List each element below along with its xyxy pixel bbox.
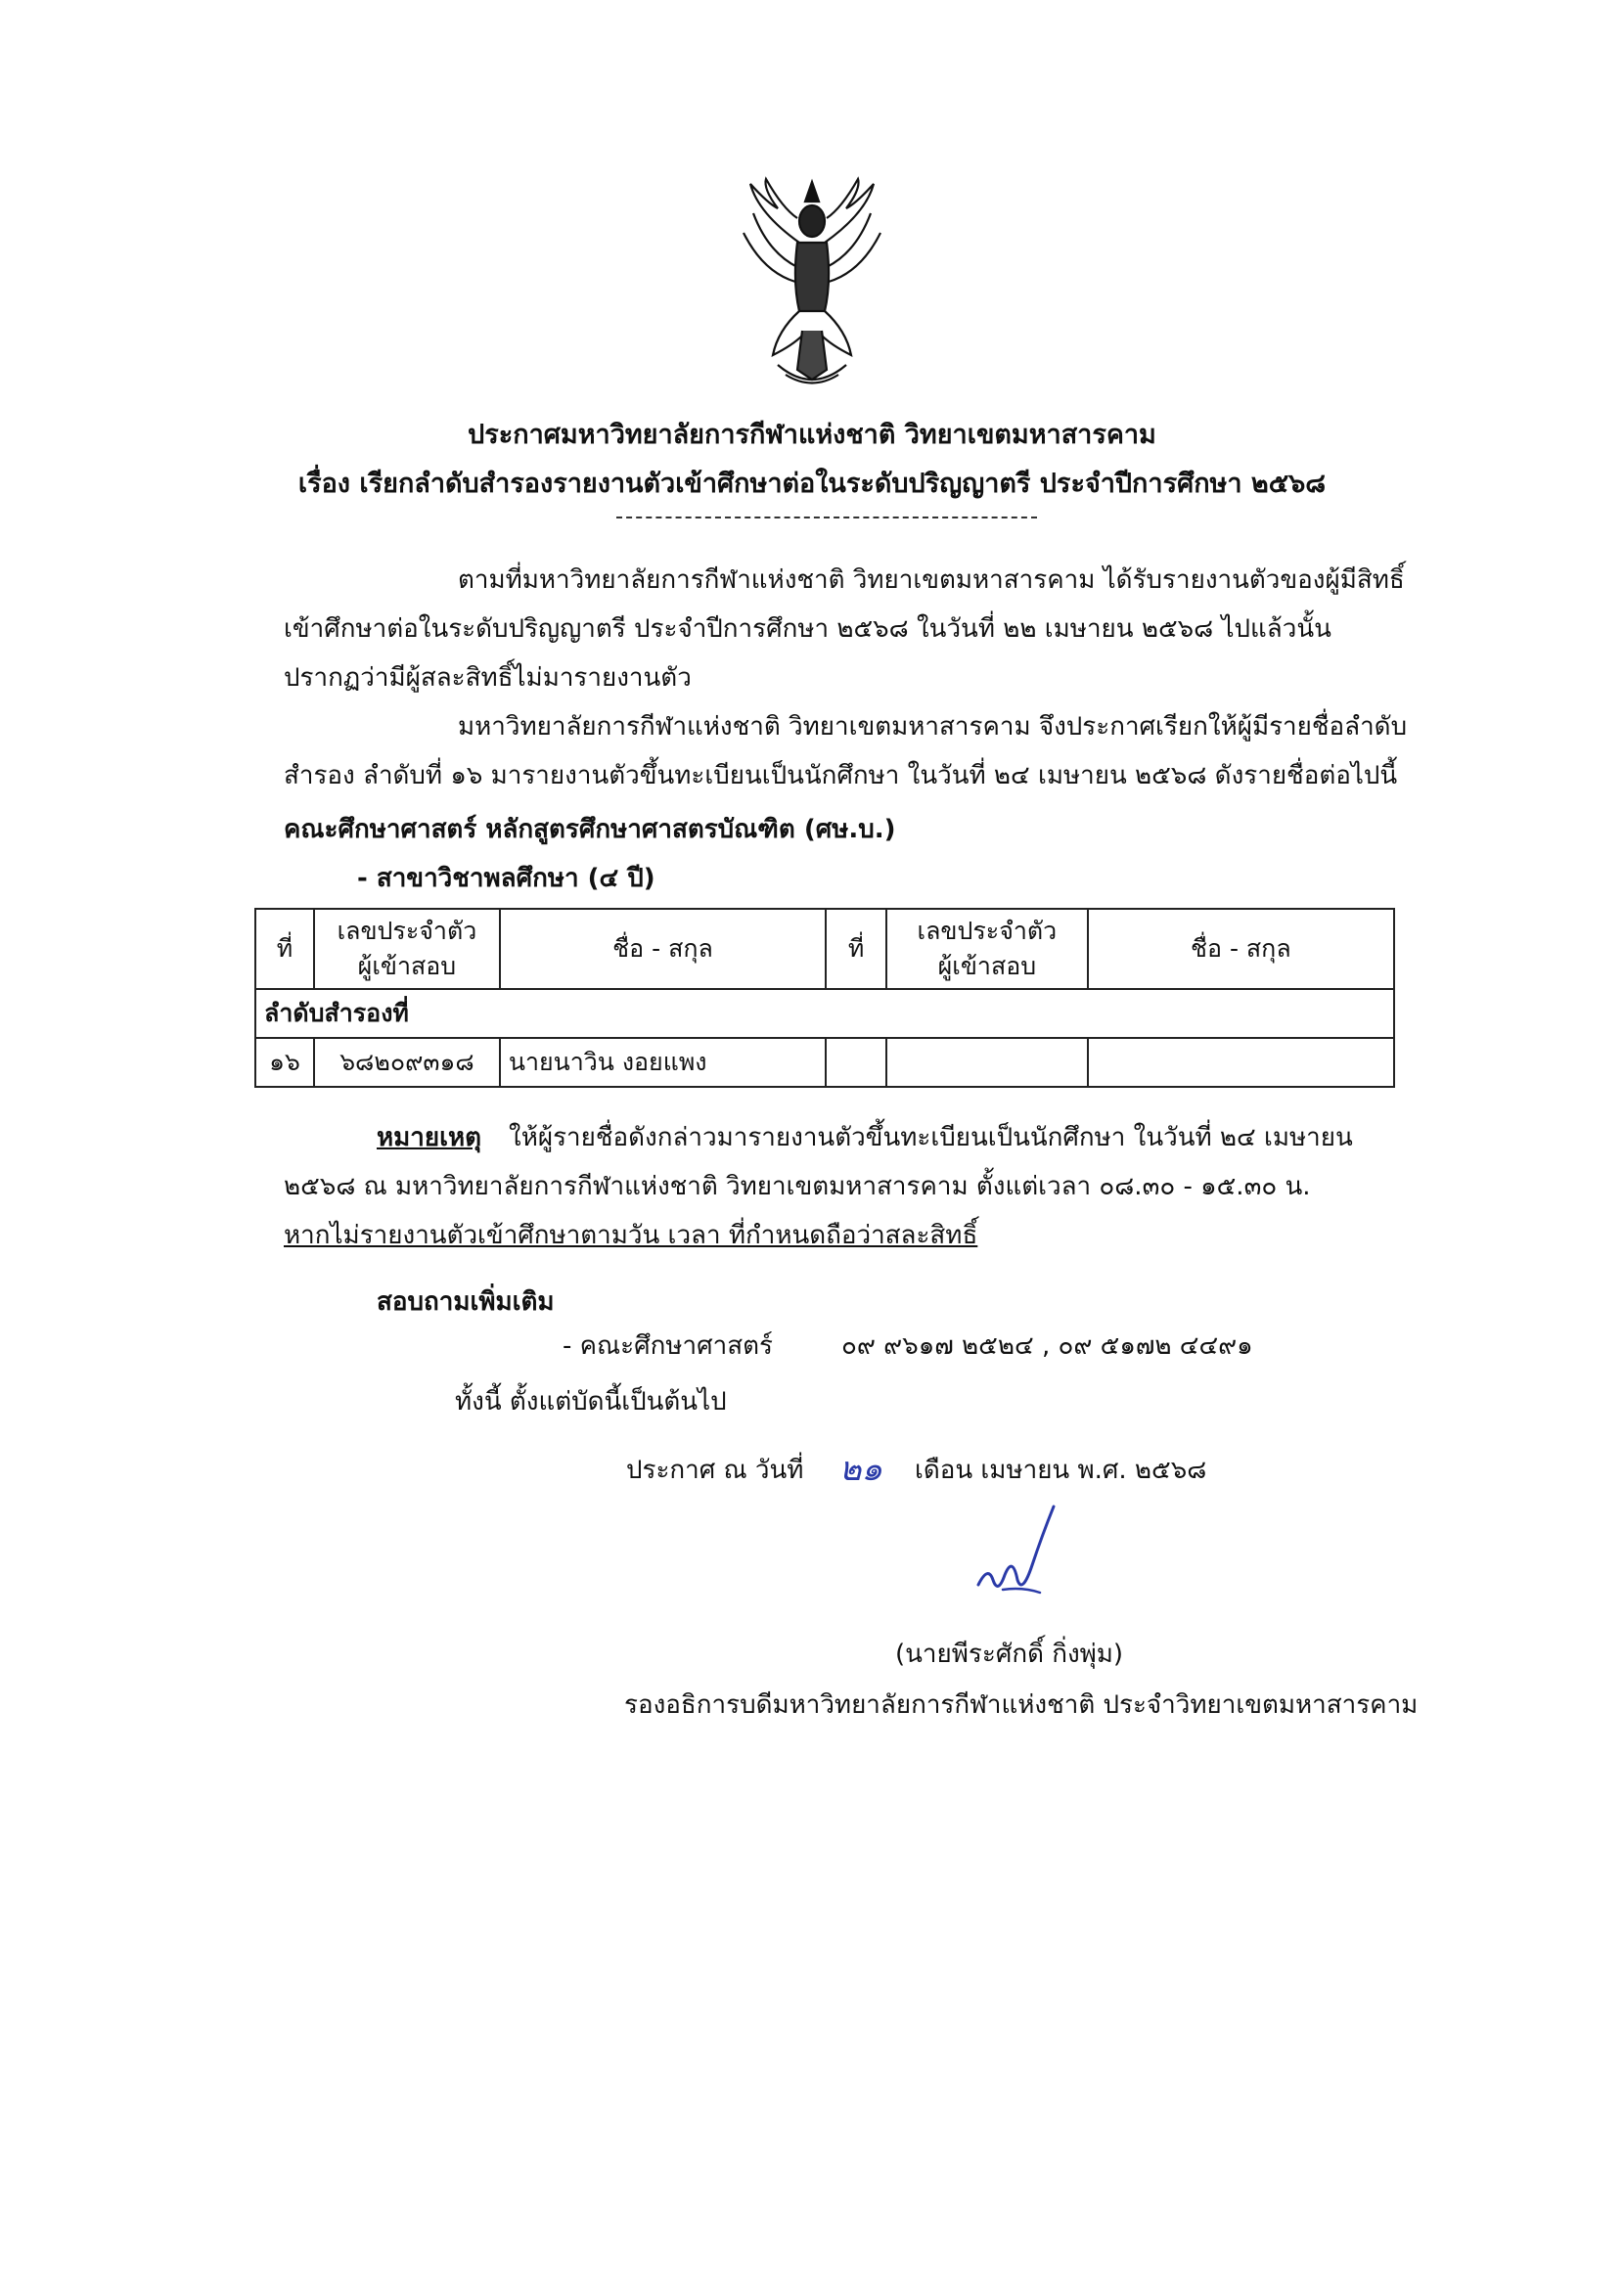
- signature-icon: [964, 1497, 1081, 1614]
- paragraph2-line1: มหาวิทยาลัยการกีฬาแห่งชาติ วิทยาเขตมหาสารคาม จึงประกาศเรียกให้ผู้มีรายชื่อลำดับ: [458, 712, 1408, 742]
- table-section-row: [255, 989, 1394, 1038]
- paragraph2-line2: สำรอง ลำดับที่ ๑๖ มารายงานตัวขึ้นทะเบียนเป็นนักศึกษา ในวันที่ ๒๔ เมษายน ๒๕๖๘ ดังรายชื่อต่อไปนี้: [284, 761, 1398, 790]
- paragraph1-line1: ตามที่มหาวิทยาลัยการกีฬาแห่งชาติ วิทยาเขตมหาสารคาม ได้รับรายงานตัวของผู้มีสิทธิ์: [458, 565, 1405, 595]
- date-suffix: เดือน เมษายน พ.ศ. ๒๕๖๘: [915, 1456, 1207, 1485]
- note-line2: ๒๕๖๘ ณ มหาวิทยาลัยการกีฬาแห่งชาติ วิทยาเขตมหาสารคาม ตั้งแต่เวลา ๐๘.๓๐ - ๑๕.๓๐ น.: [284, 1172, 1311, 1201]
- date-day-handwritten: ๒๑: [839, 1450, 882, 1489]
- row-no: ๑๖: [255, 1038, 314, 1087]
- header-id-2: [886, 909, 1088, 989]
- reserve-list-table: [254, 908, 1395, 1088]
- header-name: ชื่อ - สกุล: [500, 909, 826, 989]
- note-line1: ให้ผู้รายชื่อดังกล่าวมารายงานตัวขึ้นทะเบียนเป็นนักศึกษา ในวันที่ ๒๔ เมษายน: [509, 1123, 1353, 1152]
- signer-title: รองอธิการบดีมหาวิทยาลัยการกีฬาแห่งชาติ ประจำวิทยาเขตมหาสารคาม: [624, 1690, 1419, 1720]
- table-row: [255, 1038, 1394, 1087]
- table-header-row: [255, 909, 1394, 989]
- header-id-2-line1: เลขประจำตัว: [917, 917, 1058, 945]
- contact-phones: ๐๙ ๙๖๑๗ ๒๕๒๔ , ๐๙ ๕๑๗๒ ๔๔๙๑: [841, 1331, 1253, 1361]
- title-line-2: เรื่อง เรียกลำดับสำรองรายงานตัวเข้าศึกษาต่อในระดับปริญญาตรี ประจำปีการศึกษา ๒๕๖๘: [297, 469, 1327, 499]
- paragraph1-line3: ปรากฏว่ามีผู้สละสิทธิ์ไม่มารายงานตัว: [284, 663, 692, 693]
- faculty-heading: คณะศึกษาศาสตร์ หลักสูตรศึกษาศาสตรบัณฑิต (ศษ.บ.): [284, 815, 896, 844]
- header-id: [314, 909, 500, 989]
- note-line3: หากไม่รายงานตัวเข้าศึกษาตามวัน เวลา ที่กำหนดถือว่าสละสิทธิ์: [284, 1221, 978, 1250]
- major-heading: - สาขาวิชาพลศึกษา (๔ ปี): [357, 864, 655, 893]
- header-no: ที่: [255, 909, 314, 989]
- header-no-2: ที่: [826, 909, 886, 989]
- effective-text: ทั้งนี้ ตั้งแต่บัดนี้เป็นต้นไป: [455, 1387, 727, 1417]
- signer-name: (นายพีระศักดิ์ กิ่งพุ่ม): [895, 1640, 1124, 1669]
- title-line-1: ประกาศมหาวิทยาลัยการกีฬาแห่งชาติ วิทยาเขตมหาสารคาม: [468, 420, 1156, 450]
- row-id-2: [886, 1038, 1088, 1087]
- paragraph1-line2: เข้าศึกษาต่อในระดับปริญญาตรี ประจำปีการศึกษา ๒๕๖๘ ในวันที่ ๒๒ เมษายน ๒๕๖๘ ไปแล้วนั้น: [284, 614, 1331, 644]
- row-no-2: [826, 1038, 886, 1087]
- header-id-2-line2: ผู้เข้าสอบ: [937, 952, 1037, 980]
- header-id-line1: เลขประจำตัว: [337, 917, 477, 945]
- date-prefix: ประกาศ ณ วันที่: [626, 1456, 804, 1485]
- header-id-line2: ผู้เข้าสอบ: [357, 952, 457, 980]
- contact-heading: สอบถามเพิ่มเติม: [377, 1287, 555, 1317]
- title-divider: [616, 517, 1037, 518]
- header-name-2: ชื่อ - สกุล: [1088, 909, 1394, 989]
- row-name: นายนาวิน งอยแพง: [500, 1038, 826, 1087]
- contact-dept: - คณะศึกษาศาสตร์: [563, 1331, 773, 1361]
- garuda-emblem-icon: [739, 174, 885, 394]
- row-name-2: [1088, 1038, 1394, 1087]
- section-label: ลำดับสำรองที่: [255, 989, 1394, 1038]
- note-label: หมายเหตุ: [377, 1123, 482, 1152]
- row-id: ๖๘๒๐๙๓๑๘: [314, 1038, 500, 1087]
